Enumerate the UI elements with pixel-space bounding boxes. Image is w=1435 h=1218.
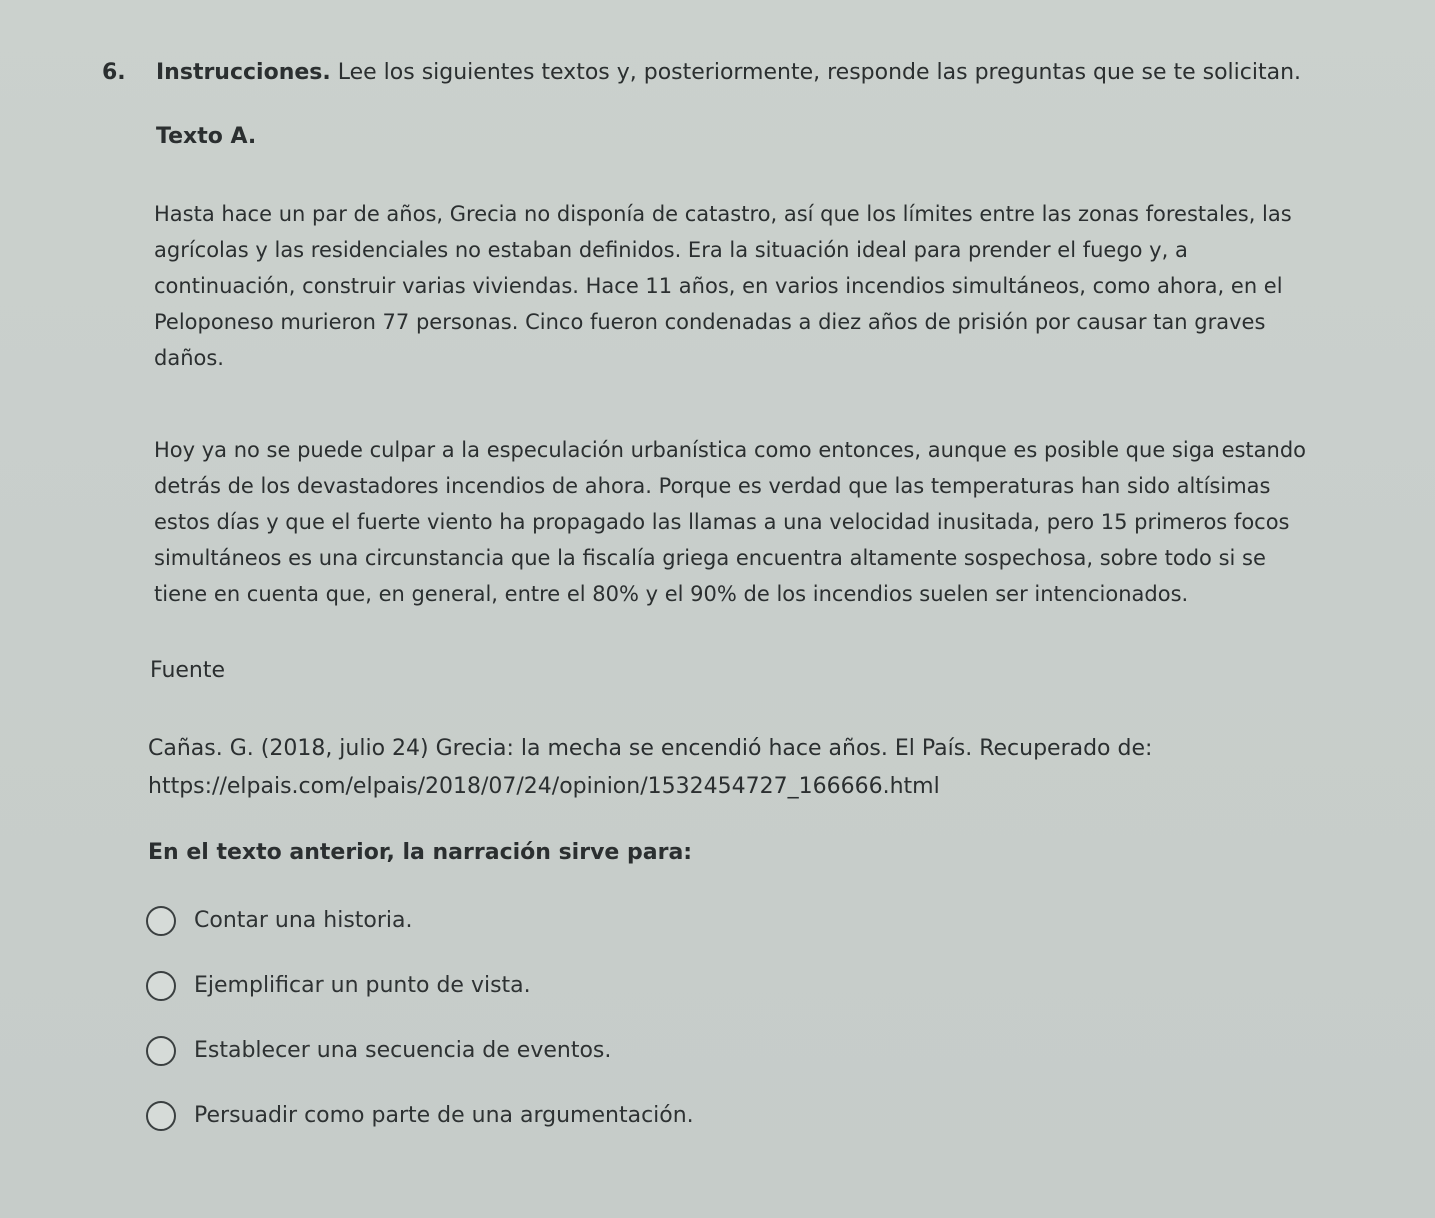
paragraph-2: [154, 432, 1399, 612]
option-label: Establecer una secuencia de eventos.: [194, 1038, 612, 1063]
option-label: Persuadir como parte de una argumentación.: [194, 1103, 694, 1128]
answer-option-2[interactable]: [146, 968, 946, 1004]
citation-reference: Cañas. G. (2018, julio 24) Grecia: la mecha se encendió hace años. El País. Recuperado de:: [148, 736, 1153, 761]
paragraph-line: Hoy ya no se puede culpar a la especulación urbanística como entonces, aunque es posible que siga estando: [154, 438, 1307, 462]
paragraph-1: [154, 196, 1399, 376]
citation-url: https://elpais.com/elpais/2018/07/24/opinion/1532454727_166666.html: [148, 774, 940, 799]
instructions-label: Instrucciones.: [156, 60, 331, 85]
question-prompt: En el texto anterior, la narración sirve para:: [148, 840, 693, 865]
paragraph-line: Peloponeso murieron 77 personas. Cinco fueron condenadas a diez años de prisión por causar tan graves: [154, 310, 1266, 334]
answer-option-4[interactable]: [146, 1098, 946, 1134]
paragraph-line: daños.: [154, 346, 224, 370]
instructions-text: Lee los siguientes textos y, posteriormente, responde las preguntas que se te solicitan.: [330, 60, 1302, 85]
paragraph-line: Hasta hace un par de años, Grecia no disponía de catastro, así que los límites entre las zonas forestales, las: [154, 202, 1292, 226]
question-header: [102, 58, 1402, 88]
option-label: Ejemplificar un punto de vista.: [194, 973, 531, 998]
citation: [148, 730, 1348, 806]
radio-button[interactable]: [146, 1036, 176, 1066]
paragraph-line: tiene en cuenta que, en general, entre el 80% y el 90% de los incendios suelen ser intencionados.: [154, 582, 1189, 606]
answer-option-1[interactable]: [146, 903, 946, 939]
answer-options: [146, 903, 946, 1163]
question-number: 6.: [102, 60, 126, 85]
paragraph-line: continuación, construir varias viviendas. Hace 11 años, en varios incendios simultáneos, como ahora, en el: [154, 274, 1283, 298]
source-label: Fuente: [150, 658, 226, 683]
radio-button[interactable]: [146, 971, 176, 1001]
radio-button[interactable]: [146, 1101, 176, 1131]
text-title: Texto A.: [156, 124, 257, 149]
paragraph-line: simultáneos es una circunstancia que la fiscalía griega encuentra altamente sospechosa, sobre todo si se: [154, 546, 1266, 570]
answer-option-3[interactable]: [146, 1033, 946, 1069]
paragraph-line: detrás de los devastadores incendios de ahora. Porque es verdad que las temperaturas han sido altísimas: [154, 474, 1271, 498]
paragraph-line: estos días y que el fuerte viento ha propagado las llamas a una velocidad inusitada, pero 15 primeros focos: [154, 510, 1290, 534]
option-label: Contar una historia.: [194, 908, 413, 933]
radio-button[interactable]: [146, 906, 176, 936]
paragraph-line: agrícolas y las residenciales no estaban definidos. Era la situación ideal para prender el fuego y, a: [154, 238, 1188, 262]
